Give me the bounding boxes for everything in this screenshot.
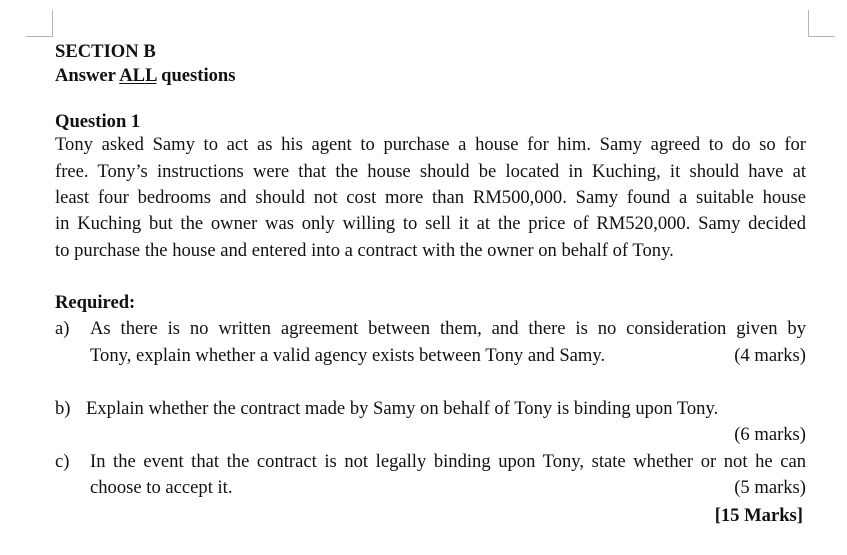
- part-b-line: Explain whether the contract made by Samy on behalf of Tony is binding upon Tony.: [86, 398, 719, 419]
- crop-mark-top-left: [52, 10, 53, 36]
- part-label-b: b): [55, 398, 71, 419]
- paragraph-line: to purchase the house and entered into a contract with the owner on behalf of Tony.: [55, 240, 674, 261]
- paragraph-line: in Kuching but the owner was only willing to sell it at the price of RM520,000. Samy decided: [55, 213, 806, 234]
- instruction-emphasis: ALL: [119, 65, 157, 86]
- required-heading: Required:: [55, 292, 136, 313]
- part-c-marks: (5 marks): [734, 477, 806, 498]
- instruction-prefix: Answer: [55, 65, 120, 86]
- crop-mark-top-right: [808, 10, 809, 36]
- part-a-line: As there is no written agreement between them, and there is no consideration given by: [90, 318, 806, 339]
- total-marks: [15 Marks]: [714, 505, 803, 526]
- part-b-marks: (6 marks): [734, 424, 806, 445]
- paragraph-line: Tony asked Samy to act as his agent to purchase a house for him. Samy agreed to do so for: [55, 134, 806, 155]
- part-c-line: choose to accept it.: [90, 477, 233, 498]
- section-title: SECTION B: [55, 41, 156, 62]
- instruction-suffix: questions: [156, 65, 236, 86]
- part-c-line: In the event that the contract is not legally binding upon Tony, state whether or not he can: [90, 451, 806, 472]
- paragraph-line: free. Tony’s instructions were that the house should be located in Kuching, it should have at: [55, 161, 806, 182]
- part-label-c: c): [55, 451, 70, 472]
- part-a-marks: (4 marks): [734, 345, 806, 366]
- paragraph-line: least four bedrooms and should not cost more than RM500,000. Samy found a suitable house: [55, 187, 806, 208]
- part-a-line: Tony, explain whether a valid agency exists between Tony and Samy.: [90, 345, 606, 366]
- part-label-a: a): [55, 318, 70, 339]
- section-instruction: [55, 65, 236, 87]
- question-title: Question 1: [55, 111, 141, 132]
- crop-mark-top-right: [808, 36, 835, 37]
- crop-mark-top-left: [26, 36, 53, 37]
